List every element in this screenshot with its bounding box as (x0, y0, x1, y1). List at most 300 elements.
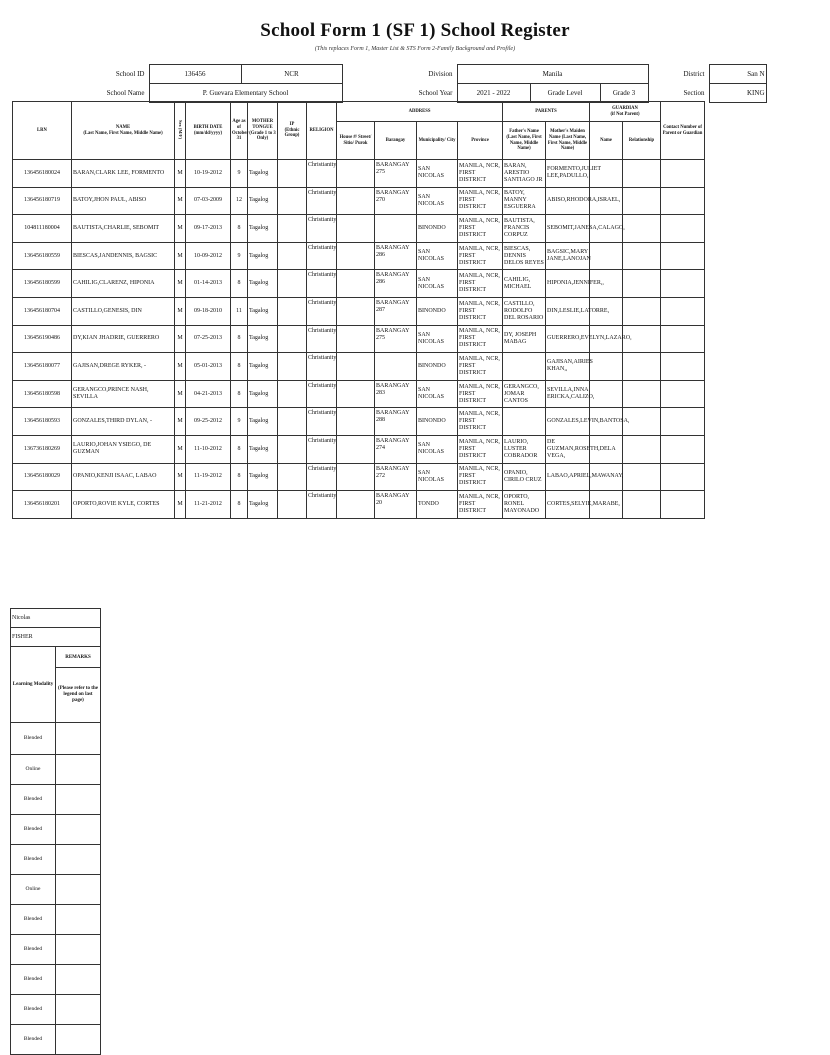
cell-barangay: BARANGAY 283 (375, 380, 417, 408)
cell-province: MANILA, NCR, FIRST DISTRICT (458, 215, 503, 243)
cell-sex: M (175, 215, 186, 243)
cell-barangay: BARANGAY 275 (375, 160, 417, 188)
remarks-cell (56, 755, 101, 785)
cell-mother-name: LABAO,APRIEL,MAWANAY, (546, 463, 590, 491)
col-lrn: LRN (13, 102, 72, 160)
cell-province: MANILA, NCR, FIRST DISTRICT (458, 297, 503, 325)
cell-religion: Christianity (307, 270, 337, 298)
school-name-label: School Name (106, 88, 145, 97)
cell-municipality: SAN NICOLAS (417, 380, 458, 408)
modality-row (11, 785, 101, 815)
region-value: NCR (241, 65, 342, 84)
cell-mother-tongue: Tagalog (248, 380, 278, 408)
cell-guardian-relationship (623, 242, 661, 270)
cell-birth-date: 09-18-2010 (186, 297, 231, 325)
cell-ip (278, 215, 307, 243)
cell-age: 9 (231, 408, 248, 436)
col-sex: Sex (M/F) (175, 102, 186, 160)
cell-guardian-relationship (623, 463, 661, 491)
district-label: District (683, 69, 705, 78)
cell-name: LAURIO,JOHAN YSIEGO, DE GUZMAN (72, 435, 175, 463)
cell-barangay: BARANGAY 20 (375, 491, 417, 519)
cell-house (337, 463, 375, 491)
cell-guardian-relationship (623, 160, 661, 188)
cell-guardian-name (590, 242, 623, 270)
cell-guardian-relationship (623, 435, 661, 463)
cell-guardian-name (590, 380, 623, 408)
cell-name: BAUTISTA,CHARLIE, SEBOMIT (72, 215, 175, 243)
col-guardian-relationship: Relationship (623, 122, 661, 160)
cell-birth-date: 11-21-2012 (186, 491, 231, 519)
page-subtitle: (This replaces Form 1, Master List & STS Form 2-Family Background and Profile) (314, 46, 516, 52)
cell-province: MANILA, NCR, FIRST DISTRICT (458, 325, 503, 353)
table-row (13, 187, 735, 215)
cell-mother-name: CORTES,SELYIE,MARABE, (546, 491, 590, 519)
modality-row (11, 755, 101, 785)
cell-province: MANILA, NCR, FIRST DISTRICT (458, 463, 503, 491)
cell-birth-date: 05-01-2013 (186, 353, 231, 381)
col-religion: RELIGION (307, 102, 337, 160)
cell-barangay: BARANGAY 288 (375, 408, 417, 436)
modality-row (11, 845, 101, 875)
cell-municipality: SAN NICOLAS (417, 435, 458, 463)
cell-lrn: 136456180599 (13, 270, 72, 298)
school-id-value: 136456 (149, 65, 241, 84)
cell-ip (278, 242, 307, 270)
remarks-cell (56, 875, 101, 905)
cell-barangay: BARANGAY 272 (375, 463, 417, 491)
cell-house (337, 242, 375, 270)
cell-father-name: BAUTISTA, FRANCIS CORPUZ (503, 215, 546, 243)
cell-contact-number (661, 463, 705, 491)
cell-ip (278, 270, 307, 298)
remarks-cell (56, 965, 101, 995)
page-title: School Form 1 (SF 1) School Register (260, 20, 570, 41)
table-row (13, 408, 735, 436)
cell-birth-date: 07-03-2009 (186, 187, 231, 215)
table-row (13, 435, 735, 463)
cell-contact-number (661, 353, 705, 381)
cell-house (337, 353, 375, 381)
cell-lrn: 136456180201 (13, 491, 72, 519)
col-barangay: Barangay (375, 122, 417, 160)
cell-province: MANILA, NCR, FIRST DISTRICT (458, 353, 503, 381)
cell-barangay: BARANGAY 270 (375, 187, 417, 215)
cell-sex: M (175, 242, 186, 270)
cell-name: OPANIO,KENJI ISAAC, LABAO (72, 463, 175, 491)
cell-lrn: 136456190486 (13, 325, 72, 353)
modality-row (11, 965, 101, 995)
modality-row (11, 935, 101, 965)
cell-house (337, 408, 375, 436)
cell-barangay: BARANGAY 274 (375, 435, 417, 463)
cell-house (337, 215, 375, 243)
grade-level-value: Grade 3 (600, 84, 648, 103)
modality-value: Online (11, 755, 56, 785)
cell-barangay: BARANGAY 286 (375, 270, 417, 298)
cell-father-name (503, 408, 546, 436)
cell-ip (278, 380, 307, 408)
register-body (13, 160, 735, 519)
cell-mother-name: SEVILLA,INNA ERICKA,CALIZO, (546, 380, 590, 408)
cell-birth-date: 01-14-2013 (186, 270, 231, 298)
cell-lrn: 136456180719 (13, 187, 72, 215)
cell-birth-date: 11-19-2012 (186, 463, 231, 491)
cell-province: MANILA, NCR, FIRST DISTRICT (458, 491, 503, 519)
cell-mother-name: DIN,LESLIE,LATORRE, (546, 297, 590, 325)
cell-municipality: SAN NICOLAS (417, 325, 458, 353)
cell-mother-name: BAGSIC,MARY JANE,LANOJAN (546, 242, 590, 270)
remarks-cell (56, 935, 101, 965)
cell-name: GERANGCO,PRINCE NASH, SEVILLA (72, 380, 175, 408)
cell-name: GAJISAN,DREGE RYKER, - (72, 353, 175, 381)
cell-barangay: BARANGAY 275 (375, 325, 417, 353)
district-value: San N (709, 65, 766, 84)
table-row (13, 297, 735, 325)
cell-house (337, 435, 375, 463)
table-row (13, 380, 735, 408)
cell-ip (278, 353, 307, 381)
grade-level-label: Grade Level (530, 84, 600, 103)
cell-name: GONZALES,THIRD DYLAN, - (72, 408, 175, 436)
section-continuation: FISHER (11, 628, 101, 647)
cell-sex: M (175, 408, 186, 436)
cell-mother-name: HIPONIA,JENNIFER,, (546, 270, 590, 298)
cell-mother-name: GAJISAN,AIRIES KHAN,, (546, 353, 590, 381)
cell-birth-date: 10-19-2012 (186, 160, 231, 188)
cell-age: 12 (231, 187, 248, 215)
col-guardian-name: Name (590, 122, 623, 160)
remarks-note: (Please refer to the legend on last page) (56, 668, 101, 723)
remarks-header: REMARKS (56, 647, 101, 668)
cell-contact-number (661, 242, 705, 270)
cell-religion: Christianity (307, 325, 337, 353)
cell-contact-number (661, 435, 705, 463)
cell-sex: M (175, 353, 186, 381)
cell-sex: M (175, 491, 186, 519)
school-info-table (10, 64, 767, 103)
cell-municipality: SAN NICOLAS (417, 160, 458, 188)
cell-father-name: BIESCAS, DENNIS DELOS REYES (503, 242, 546, 270)
cell-name: BIESCAS,JANDENNIS, BAGSIC (72, 242, 175, 270)
cell-sex: M (175, 187, 186, 215)
cell-age: 8 (231, 270, 248, 298)
cell-name: BATOY,JHON PAUL, ABISO (72, 187, 175, 215)
cell-sex: M (175, 435, 186, 463)
cell-name: BARAN,CLARK LEE, FORMENTO (72, 160, 175, 188)
table-row (13, 215, 735, 243)
cell-lrn: 136456180029 (13, 463, 72, 491)
col-name: NAME (Last Name, First Name, Middle Name) (72, 102, 175, 160)
cell-house (337, 160, 375, 188)
modality-value: Blended (11, 905, 56, 935)
remarks-cell (56, 815, 101, 845)
cell-mother-tongue: Tagalog (248, 215, 278, 243)
col-birth-date: BIRTH DATE (mm/dd/yyyy) (186, 102, 231, 160)
cell-contact-number (661, 491, 705, 519)
cell-sex: M (175, 297, 186, 325)
cell-name: OPORTO,ROVIE KYLE, CORTES (72, 491, 175, 519)
cell-municipality: BINONDO (417, 408, 458, 436)
cell-guardian-relationship (623, 297, 661, 325)
cell-province: MANILA, NCR, FIRST DISTRICT (458, 270, 503, 298)
section-label: Section (683, 88, 705, 97)
col-guardian: GUARDIAN (if Not Parent) (590, 102, 661, 122)
cell-religion: Christianity (307, 242, 337, 270)
cell-barangay (375, 215, 417, 243)
cell-barangay: BARANGAY 286 (375, 242, 417, 270)
learning-modality-header: Learning Modality (11, 647, 56, 723)
cell-municipality: TONDO (417, 491, 458, 519)
cell-religion: Christianity (307, 160, 337, 188)
cell-lrn: 136456180704 (13, 297, 72, 325)
cell-contact-number (661, 297, 705, 325)
cell-contact-number (661, 380, 705, 408)
cell-guardian-relationship (623, 353, 661, 381)
school-year-label: School Year (418, 88, 453, 97)
cell-birth-date: 04-21-2013 (186, 380, 231, 408)
cell-barangay (375, 353, 417, 381)
cell-father-name (503, 353, 546, 381)
table-row (13, 242, 735, 270)
cell-ip (278, 325, 307, 353)
cell-father-name: CASTILLO, RODOLFO DEL ROSARIO (503, 297, 546, 325)
cell-municipality: BINONDO (417, 353, 458, 381)
col-ip: IP (Ethnic Group) (278, 102, 307, 160)
cell-religion: Christianity (307, 353, 337, 381)
cell-municipality: SAN NICOLAS (417, 463, 458, 491)
table-row (13, 270, 735, 298)
cell-mother-name: GUERRERO,EVELYN,LAZARO, (546, 325, 590, 353)
cell-father-name: BARAN, ARESTIO SANTIAGO JR (503, 160, 546, 188)
cell-lrn: 136456180559 (13, 242, 72, 270)
modality-value: Blended (11, 1025, 56, 1055)
cell-sex: M (175, 380, 186, 408)
cell-guardian-name (590, 353, 623, 381)
table-row (13, 160, 735, 188)
register-table (12, 101, 735, 519)
cell-house (337, 325, 375, 353)
table-row (13, 353, 735, 381)
cell-birth-date: 09-25-2012 (186, 408, 231, 436)
cell-father-name: OPORTO, RONEL MAYONADO (503, 491, 546, 519)
cell-province: MANILA, NCR, FIRST DISTRICT (458, 160, 503, 188)
modality-value: Blended (11, 965, 56, 995)
table-row (13, 325, 735, 353)
cell-father-name: DY, JOSEPH MABAG (503, 325, 546, 353)
cell-lrn: 136736180269 (13, 435, 72, 463)
cell-age: 11 (231, 297, 248, 325)
cell-mother-tongue: Tagalog (248, 491, 278, 519)
cell-municipality: SAN NICOLAS (417, 242, 458, 270)
cell-mother-name: FORMENTO,JULIET LEE,PADULLO, (546, 160, 590, 188)
cell-mother-tongue: Tagalog (248, 160, 278, 188)
cell-religion: Christianity (307, 463, 337, 491)
col-mother-tongue: MOTHER TONGUE (Grade 1 to 3 Only) (248, 102, 278, 160)
cell-age: 8 (231, 215, 248, 243)
cell-mother-tongue: Tagalog (248, 435, 278, 463)
cell-father-name: OPANIO, CIRILO CRUZ (503, 463, 546, 491)
cell-guardian-name (590, 160, 623, 188)
col-age: Age as of October 31 (231, 102, 248, 160)
cell-ip (278, 463, 307, 491)
cell-ip (278, 408, 307, 436)
col-municipality: Municipality/ City (417, 122, 458, 160)
col-address: ADDRESS (337, 102, 503, 122)
cell-religion: Christianity (307, 408, 337, 436)
cell-lrn: 136456180598 (13, 380, 72, 408)
col-house: House #/ Street/ Sitio/ Purok (337, 122, 375, 160)
cell-municipality: BINONDO (417, 215, 458, 243)
cell-house (337, 380, 375, 408)
cell-barangay: BARANGAY 287 (375, 297, 417, 325)
modality-row (11, 1025, 101, 1055)
cell-ip (278, 160, 307, 188)
cell-house (337, 297, 375, 325)
cell-sex: M (175, 325, 186, 353)
cell-religion: Christianity (307, 435, 337, 463)
modality-value: Blended (11, 785, 56, 815)
division-label: Division (428, 69, 453, 78)
modality-row (11, 723, 101, 755)
cell-lrn: 136456180593 (13, 408, 72, 436)
cell-contact-number (661, 215, 705, 243)
cell-contact-number (661, 160, 705, 188)
cell-religion: Christianity (307, 491, 337, 519)
cell-province: MANILA, NCR, FIRST DISTRICT (458, 435, 503, 463)
school-name-value: P. Guevara Elementary School (149, 84, 342, 103)
cell-mother-tongue: Tagalog (248, 297, 278, 325)
cell-house (337, 491, 375, 519)
cell-guardian-relationship (623, 270, 661, 298)
cell-lrn: 136456180077 (13, 353, 72, 381)
cell-ip (278, 435, 307, 463)
col-province: Province (458, 122, 503, 160)
cell-contact-number (661, 408, 705, 436)
district-continuation: Nicolas (11, 609, 101, 628)
cell-mother-name: ABISO,RHODORA,ISRAEL, (546, 187, 590, 215)
cell-mother-name: DE GUZMAN,ROSETH,DELA VEGA, (546, 435, 590, 463)
cell-guardian-relationship (623, 380, 661, 408)
cell-lrn: 136456180024 (13, 160, 72, 188)
cell-age: 9 (231, 160, 248, 188)
section-value: KING (709, 84, 766, 103)
cell-contact-number (661, 325, 705, 353)
cell-ip (278, 187, 307, 215)
cell-name: CASTILLO,GENESIS, DIN (72, 297, 175, 325)
cell-sex: M (175, 270, 186, 298)
modality-row (11, 905, 101, 935)
cell-guardian-relationship (623, 491, 661, 519)
cell-father-name: CAHILIG, MICHAEL (503, 270, 546, 298)
remarks-cell (56, 1025, 101, 1055)
col-parents: PARENTS (503, 102, 590, 122)
cell-lrn: 104811180004 (13, 215, 72, 243)
cell-mother-name: SEBOMIT,JANESA,CALAGO, (546, 215, 590, 243)
cell-birth-date: 11-10-2012 (186, 435, 231, 463)
cell-age: 8 (231, 491, 248, 519)
cell-father-name: LAURIO, LUSTER COBRADOR (503, 435, 546, 463)
remarks-cell (56, 845, 101, 875)
table-row (13, 491, 735, 519)
cell-mother-tongue: Tagalog (248, 408, 278, 436)
cell-ip (278, 491, 307, 519)
cell-province: MANILA, NCR, FIRST DISTRICT (458, 408, 503, 436)
cell-mother-tongue: Tagalog (248, 353, 278, 381)
cell-municipality: BINONDO (417, 297, 458, 325)
cell-house (337, 270, 375, 298)
division-value: Manila (457, 65, 648, 84)
modality-value: Blended (11, 723, 56, 755)
cell-age: 8 (231, 353, 248, 381)
cell-age: 8 (231, 380, 248, 408)
modality-value: Blended (11, 815, 56, 845)
table-row (13, 463, 735, 491)
cell-father-name: GERANGCO, JOMAR CANTOS (503, 380, 546, 408)
cell-municipality: SAN NICOLAS (417, 187, 458, 215)
cell-father-name: BATOY, MANNY ESGUERRA (503, 187, 546, 215)
cell-mother-tongue: Tagalog (248, 187, 278, 215)
col-contact: Contact Number of Parent or Guardian (661, 102, 705, 160)
school-year-value: 2021 - 2022 (457, 84, 530, 103)
cell-sex: M (175, 160, 186, 188)
cell-municipality: SAN NICOLAS (417, 270, 458, 298)
modality-value: Blended (11, 845, 56, 875)
cell-province: MANILA, NCR, FIRST DISTRICT (458, 242, 503, 270)
col-father: Father's Name (Last Name, First Name, Middle Name) (503, 122, 546, 160)
cell-sex: M (175, 463, 186, 491)
remarks-cell (56, 905, 101, 935)
learning-modality-table (10, 608, 101, 1055)
modality-value: Blended (11, 935, 56, 965)
cell-mother-tongue: Tagalog (248, 325, 278, 353)
school-id-label: School ID (115, 69, 145, 78)
cell-ip (278, 297, 307, 325)
remarks-cell (56, 723, 101, 755)
cell-mother-tongue: Tagalog (248, 242, 278, 270)
cell-religion: Christianity (307, 215, 337, 243)
cell-guardian-relationship (623, 187, 661, 215)
cell-age: 8 (231, 463, 248, 491)
cell-mother-name: GONZALES,LEVIN,BANTOSA, (546, 408, 590, 436)
cell-birth-date: 09-17-2013 (186, 215, 231, 243)
cell-province: MANILA, NCR, FIRST DISTRICT (458, 187, 503, 215)
cell-house (337, 187, 375, 215)
modality-value: Online (11, 875, 56, 905)
cell-age: 8 (231, 325, 248, 353)
cell-religion: Christianity (307, 380, 337, 408)
cell-mother-tongue: Tagalog (248, 463, 278, 491)
cell-religion: Christianity (307, 297, 337, 325)
remarks-cell (56, 995, 101, 1025)
cell-province: MANILA, NCR, FIRST DISTRICT (458, 380, 503, 408)
cell-age: 8 (231, 435, 248, 463)
cell-contact-number (661, 270, 705, 298)
cell-mother-tongue: Tagalog (248, 270, 278, 298)
modality-row (11, 815, 101, 845)
remarks-cell (56, 785, 101, 815)
cell-religion: Christianity (307, 187, 337, 215)
cell-birth-date: 10-09-2012 (186, 242, 231, 270)
modality-row (11, 875, 101, 905)
cell-guardian-relationship (623, 215, 661, 243)
cell-contact-number (661, 187, 705, 215)
modality-row (11, 995, 101, 1025)
cell-name: DY,KIAN JHADRIE, GUERRERO (72, 325, 175, 353)
cell-age: 9 (231, 242, 248, 270)
modality-value: Blended (11, 995, 56, 1025)
cell-birth-date: 07-25-2013 (186, 325, 231, 353)
